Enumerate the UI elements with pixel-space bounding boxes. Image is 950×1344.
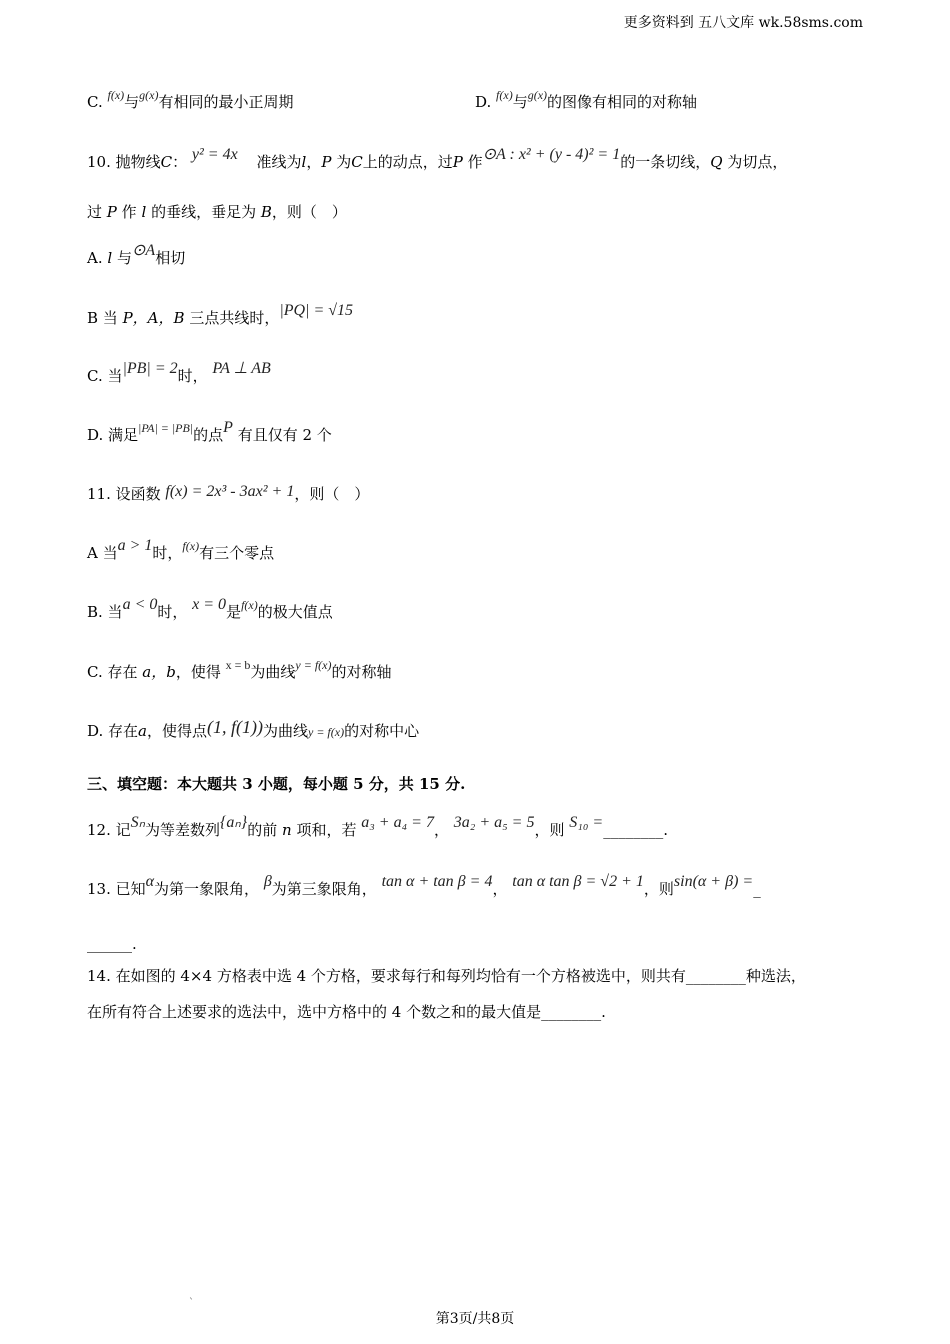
q10-option-b: B 当 P，A，B 三点共线时，|PQ| = √15 — [87, 302, 354, 327]
q11-option-d: D. 存在a，使得点(1, f(1))为曲线y = f(x)的对称中心 — [87, 717, 420, 740]
q11-function-eq: f(x) = 2x³ - 3ax² + 1 — [165, 483, 295, 500]
q11-option-a: A 当a > 1时，$^{f(x)}$有三个零点 — [87, 537, 275, 562]
q10-option-d: D. 满足$^{|PA| = |PB|}$的点P 有且仅有 2 个 — [87, 419, 332, 444]
page-footer: 第3页/共8页 — [435, 1311, 515, 1327]
q10-option-a: A. l 与⊙A相切 — [87, 242, 186, 267]
q10-stem-line2: 过 P 作 l 的垂线，垂足为 B，则（ ） — [87, 203, 347, 221]
q11-option-b: B. 当a < 0时， x = 0是$^{f(x)}$的极大值点 — [87, 596, 333, 621]
q14-line2: 在所有符合上述要求的选法中，选中方格中的 4 个数之和的最大值是________. — [87, 1003, 606, 1021]
q9-c-g: g(x) — [139, 88, 159, 102]
q10-stem-line1: 10. 抛物线C： y² = 4x 准线为l，P 为C上的动点，过P 作⊙A : x² + (y - 4)² = 1的一条切线，Q 为切点， — [87, 146, 788, 171]
q12: 12. 记Sₙ为等差数列{aₙ}的前 n 项和，若 a₃ + a₄ = 7， 3a₂ + a₅ = 5，则 S₁₀ =________. — [87, 814, 668, 839]
q9-c-f: f(x) — [107, 88, 125, 102]
q9-option-c: C. $^{f(x)}$与$^{g(x)}$有相同的最小正周期 — [87, 88, 294, 111]
q9-option-d: D. $^{f(x)}$与$^{g(x)}$的图像有相同的对称轴 — [475, 88, 698, 111]
q13: 13. 已知α为第一象限角， β为第三象限角， tan α + tan β = 4， tan α tan β = √2 + 1，则sin(α + β) =_ — [87, 873, 761, 898]
q11-stem: 11. 设函数 f(x) = 2x³ - 3ax² + 1，则（ ） — [87, 483, 370, 503]
section-heading: 三、填空题：本大题共 3 小题，每小题 5 分，共 15 分. — [87, 775, 466, 793]
q10-parabola-eq: y² = 4x — [191, 146, 238, 163]
q11-option-c: C. 存在 a，b，使得 $^{x = b}$为曲线$^{y = f(x)}$的对称轴 — [87, 658, 392, 681]
stray-mark: ˋ — [189, 1298, 194, 1309]
q13-answer-blank[interactable]: ______. — [87, 935, 137, 953]
q14-line1: 14. 在如图的 4×4 方格表中选 4 个方格，要求每行和每列均恰有一个方格被选中，则共有________种选法， — [87, 967, 806, 985]
q10-circle-eq: ⊙A : x² + (y - 4)² = 1 — [482, 146, 621, 163]
page-header: 更多资料到 五八文库 wk.58sms.com — [623, 15, 863, 31]
q10-option-c: C. 当|PB| = 2时， PA ⊥ AB — [87, 360, 271, 385]
q12-answer-blank[interactable]: ________. — [603, 821, 668, 839]
